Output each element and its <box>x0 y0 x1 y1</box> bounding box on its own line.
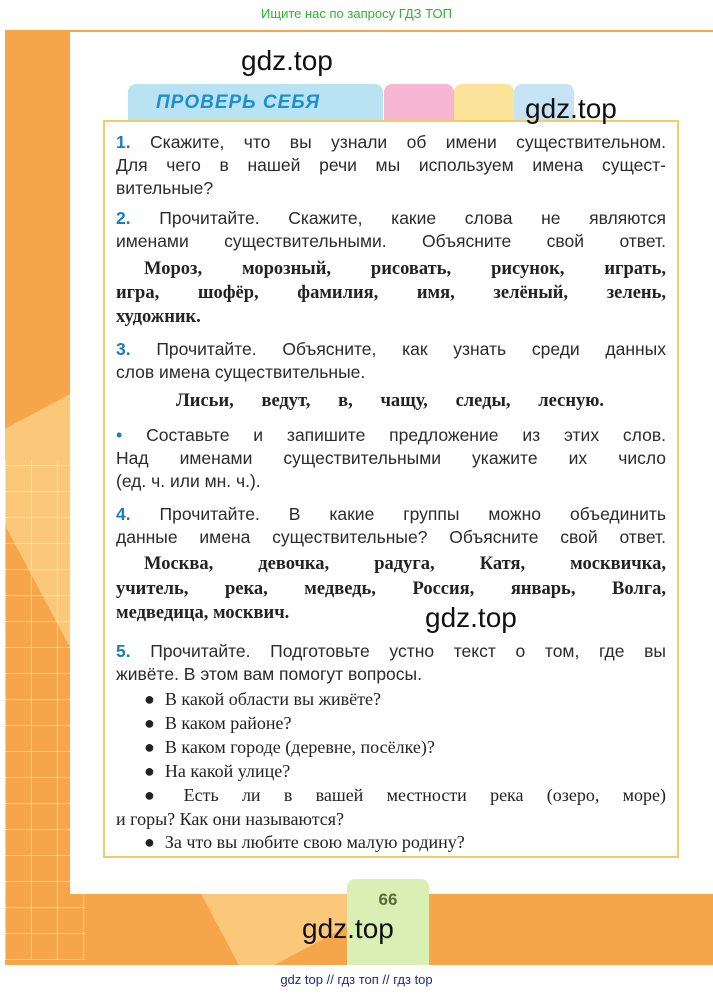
question-item-continued: и горы? Как они называются? <box>116 809 345 829</box>
question-item: ● В каком городе (деревне, посёлке)? <box>144 737 435 757</box>
question-item: ● В какой области вы живёте? <box>144 689 381 709</box>
watermark: gdz.top <box>425 602 517 633</box>
task-4-words: медведица, москвич. <box>116 603 290 623</box>
task-2-words: Мороз, морозный, рисовать, рисунок, играть, <box>144 259 666 279</box>
page-number: 66 <box>378 890 398 909</box>
task-number: 2. <box>116 208 131 228</box>
task-2-words: художник. <box>116 307 201 327</box>
task-3-line: слов имена существительные. <box>116 362 366 382</box>
question-item: ● Есть ли в вашей местности река (озеро, море) <box>144 785 666 805</box>
task-number: 3. <box>116 339 131 359</box>
task-5-line: 5. Прочитайте. Подготовьте устно текст о том, где вы <box>116 641 666 661</box>
decorative-tab-pink <box>384 84 454 124</box>
task-3-line: 3. Прочитайте. Объясните, как узнать среди данных <box>116 339 666 359</box>
section-title: ПРОВЕРЬ СЕБЯ <box>156 92 321 113</box>
task-number: 4. <box>116 504 131 524</box>
question-item: ● На какой улице? <box>144 761 291 781</box>
footer-links[interactable]: gdz top // гдз топ // гдз top <box>280 972 433 987</box>
task-4-words: учитель, река, медведь, Россия, январь, Волга, <box>116 579 666 599</box>
task-2-line: именами существительными. Объясните свой ответ. <box>116 231 666 251</box>
task-3-line: (ед. ч. или мн. ч.). <box>116 471 261 491</box>
decorative-tab-yellow <box>454 84 514 124</box>
question-item: ● В каком районе? <box>144 713 292 733</box>
task-4-line: данные имена существительные? Объясните свой ответ. <box>116 527 666 547</box>
bullet-icon: • <box>116 425 123 445</box>
task-4-words: Москва, девочка, радуга, Катя, москвичка, <box>144 554 666 574</box>
watermark: gdz.top <box>241 45 333 76</box>
task-number: 5. <box>116 641 131 661</box>
task-3-line: Над именами существительными укажите их число <box>116 448 666 468</box>
task-2-words: игра, шофёр, фамилия, имя, зелёный, зелень, <box>116 283 666 303</box>
task-4-line: 4. Прочитайте. В какие группы можно объединить <box>116 504 666 524</box>
task-1-line: 1. Скажите, что вы узнали об имени существительном. <box>116 132 666 152</box>
task-1-line: Для чего в нашей речи мы используем имена сущест- <box>116 155 666 175</box>
task-2-line: 2. Прочитайте. Скажите, какие слова не являются <box>116 208 666 228</box>
task-3-bullet-line: • Составьте и запишите предложение из этих слов. <box>116 425 666 445</box>
task-number: 1. <box>116 132 131 152</box>
watermark: gdz.top <box>302 913 394 944</box>
task-3-words: Лисьи, ведут, в, чащу, следы, лесную. <box>176 391 604 411</box>
task-5-line: живёте. В этом вам помогут вопросы. <box>116 664 422 684</box>
task-1-line: вительные? <box>116 178 214 198</box>
watermark: gdz.top <box>525 93 617 124</box>
question-item: ● За что вы любите свою малую родину? <box>144 832 465 852</box>
search-hint-link[interactable]: Ищите нас по запросу ГДЗ ТОП <box>261 6 452 21</box>
